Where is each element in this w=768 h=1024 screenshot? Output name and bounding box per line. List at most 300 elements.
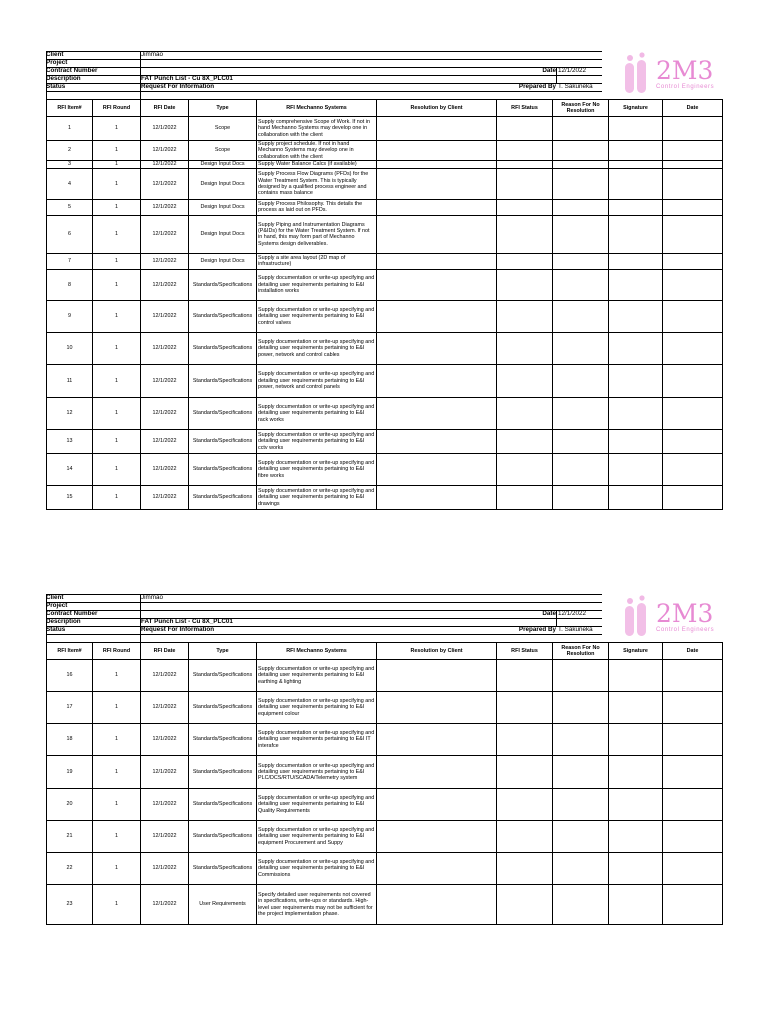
type-cell: Standards/Specifications [189,269,257,300]
resolution-cell [377,269,497,300]
description-text: Specify detailed user requirements not covered in specifications, write-ups or standards. High-level user requirements may not be sufficient for the project implementation phase. [258,891,373,917]
table-row [47,215,723,253]
resolution-cell [377,756,497,789]
resolution-cell [377,453,497,485]
rfi-date-cell: 12/1/2022 [141,853,189,885]
table-row [47,332,723,364]
rfi-item-cell: 10 [47,332,93,364]
reason-cell [553,789,609,821]
type-cell: Scope [189,117,257,141]
type-cell: Design Input Docs [189,253,257,269]
col-rfi-date: RFI Date [141,643,189,660]
rfi-date-cell: 12/1/2022 [141,397,189,429]
table-row [47,660,723,692]
table-header [47,643,723,660]
rfi-round-cell: 1 [93,364,141,397]
resolution-cell [377,199,497,215]
status-cell [497,453,553,485]
reason-cell [553,117,609,141]
rfi-round-cell: 1 [93,660,141,692]
rfi-round-cell: 1 [93,429,141,453]
resolution-cell [377,160,497,168]
date-cell [663,364,723,397]
description-text: Supply project schedule. If not in hand Mechanno Systems may develop one in collaboration with the client [258,141,354,160]
rfi-item-cell: 3 [47,160,93,168]
col-resolution-by-client: Resolution by Client [377,100,497,117]
date-cell [663,141,723,161]
date-cell [663,821,723,853]
col-rfi-status: RFI Status [497,100,553,117]
date-cell [663,397,723,429]
description-cell [257,724,377,756]
type-cell: Standards/Specifications [189,692,257,724]
col-date: Date [663,100,723,117]
description-text: Supply documentation or write-up specifying and detailing user requirements pertaining to E&I power, network and control cables [258,338,375,358]
description-text: Supply Piping and Instrumentation Diagrams (P&IDs) for the Water Treatment System. If not in hand, this may form part of Mechanno Systems design deliverables. [258,221,370,247]
rfi-item-cell: 22 [47,853,93,885]
contract-number-label: Contract Number [46,610,98,617]
rfi-round-cell: 1 [93,332,141,364]
status-cell [497,168,553,199]
date-cell [663,332,723,364]
rfi-date-cell: 12/1/2022 [141,485,189,509]
rfi-item-cell: 4 [47,168,93,199]
description-cell [257,300,377,332]
resolution-cell [377,789,497,821]
col-rfi-status: RFI Status [497,643,553,660]
table-row [47,885,723,925]
logo-brand: 2M3 [656,56,714,85]
type-cell: Design Input Docs [189,168,257,199]
type-cell: Standards/Specifications [189,453,257,485]
prepared-by-value: T. Sakuneka [558,626,593,633]
rfi-round-cell: 1 [93,789,141,821]
rfi-round-cell: 1 [93,141,141,161]
status-cell [497,692,553,724]
resolution-cell [377,821,497,853]
col-date: Date [663,643,723,660]
rfi-round-cell: 1 [93,724,141,756]
status-cell [497,269,553,300]
status-cell [497,724,553,756]
rfi-item-cell: 13 [47,429,93,453]
col-rfi-round: RFI Round [93,643,141,660]
table-header [47,100,723,117]
description-cell [257,141,377,161]
description-cell [257,429,377,453]
description-text: Supply documentation or write-up specifying and detailing user requirements pertaining to E&I rack works [258,403,375,423]
rfi-date-cell: 12/1/2022 [141,199,189,215]
description-cell [257,215,377,253]
rfi-date-cell: 12/1/2022 [141,364,189,397]
type-cell: Standards/Specifications [189,485,257,509]
signature-cell [609,168,663,199]
description-cell [257,789,377,821]
type-cell: Standards/Specifications [189,821,257,853]
date-cell [663,300,723,332]
rfi-date-cell: 12/1/2022 [141,692,189,724]
description-cell [257,853,377,885]
reason-cell [553,168,609,199]
rfi-round-cell: 1 [93,821,141,853]
signature-cell [609,660,663,692]
table-row [47,364,723,397]
resolution-cell [377,332,497,364]
description-cell [257,117,377,141]
date-cell [663,692,723,724]
table-body [47,117,723,510]
col-resolution-by-client: Resolution by Client [377,643,497,660]
description-value: FAT Punch List - Cu 8X_PLC01 [141,618,233,625]
rfi-round-cell: 1 [93,199,141,215]
signature-cell [609,332,663,364]
col-rfi-date: RFI Date [141,100,189,117]
date-cell [663,853,723,885]
rfi-date-cell: 12/1/2022 [141,724,189,756]
signature-cell [609,692,663,724]
signature-cell [609,215,663,253]
rfi-item-cell: 7 [47,253,93,269]
rfi-date-cell: 12/1/2022 [141,660,189,692]
status-cell [497,117,553,141]
description-text: Supply documentation or write-up specifying and detailing user requirements pertaining to E&I fibre works [258,459,375,479]
type-cell: Standards/Specifications [189,300,257,332]
logo-tagline: Control Engineers [656,84,715,90]
date-cell [663,117,723,141]
rfi-round-cell: 1 [93,269,141,300]
rfi-item-cell: 14 [47,453,93,485]
rfi-item-cell: 16 [47,660,93,692]
description-cell [257,160,377,168]
table-row [47,692,723,724]
description-text: Supply documentation or write-up specifying and detailing user requirements pertaining to E&I equipment Procurement and Suppy [258,827,375,846]
col-type: Type [189,643,257,660]
status-cell [497,332,553,364]
type-cell: Standards/Specifications [189,429,257,453]
description-text: Supply documentation or write-up specifying and detailing user requirements pertaining to E&I installation works [258,275,375,295]
table-row [47,789,723,821]
table-row [47,300,723,332]
rfi-round-cell: 1 [93,397,141,429]
date-cell [663,199,723,215]
date-value: 12/1/2022 [558,610,587,617]
signature-cell [609,485,663,509]
col-rfi-mechanno-systems: RFI Mechanno Systems [257,100,377,117]
signature-cell [609,117,663,141]
description-label: Description [46,618,81,625]
date-cell [663,160,723,168]
signature-cell [609,789,663,821]
table-row [47,853,723,885]
status-cell [497,253,553,269]
type-cell: Design Input Docs [189,160,257,168]
table-row [47,141,723,161]
signature-cell [609,756,663,789]
description-cell [257,692,377,724]
status-value: Request For Information [141,83,215,90]
description-text: Supply Water Balance Calcs (if available) [258,161,357,168]
col-signature: Signature [609,643,663,660]
signature-cell [609,199,663,215]
rfi-round-cell: 1 [93,253,141,269]
type-cell: Standards/Specifications [189,660,257,692]
rfi-date-cell: 12/1/2022 [141,168,189,199]
resolution-cell [377,397,497,429]
signature-cell [609,253,663,269]
rfi-item-cell: 18 [47,724,93,756]
rfi-round-cell: 1 [93,160,141,168]
prepared-by-label: Prepared By [518,626,556,633]
rfi-date-cell: 12/1/2022 [141,789,189,821]
table-row [47,485,723,509]
status-cell [497,160,553,168]
rfi-item-cell: 15 [47,485,93,509]
rfi-round-cell: 1 [93,756,141,789]
signature-cell [609,300,663,332]
rfi-date-cell: 12/1/2022 [141,885,189,925]
rfi-date-cell: 12/1/2022 [141,269,189,300]
signature-cell [609,397,663,429]
signature-cell [609,429,663,453]
type-cell: Standards/Specifications [189,397,257,429]
description-text: Supply Process Philosophy. This details the process as laid out on PFDs. [258,201,363,214]
pink-figures-logo-icon [616,51,656,99]
reason-cell [553,485,609,509]
signature-cell [609,821,663,853]
description-text: Supply a site area layout (2D map of infrastructure) [258,255,346,268]
table-row [47,253,723,269]
type-cell: Standards/Specifications [189,724,257,756]
reason-cell [553,660,609,692]
rfi-item-cell: 5 [47,199,93,215]
status-cell [497,429,553,453]
table-row [47,199,723,215]
logo-brand: 2M3 [656,599,714,628]
client-value: Jimmao [141,594,164,601]
col-reason-for-no-resolution: Reason For No Resolution [553,100,609,117]
description-cell [257,821,377,853]
reason-cell [553,199,609,215]
rfi-item-cell: 21 [47,821,93,853]
date-cell [663,885,723,925]
rfi-date-cell: 12/1/2022 [141,453,189,485]
description-cell [257,453,377,485]
resolution-cell [377,117,497,141]
resolution-cell [377,853,497,885]
rfi-round-cell: 1 [93,485,141,509]
status-cell [497,756,553,789]
rfi-round-cell: 1 [93,117,141,141]
type-cell: Standards/Specifications [189,364,257,397]
signature-cell [609,141,663,161]
date-cell [663,215,723,253]
description-text: Supply documentation or write-up specifying and detailing user requirements pertaining to E&I power, network and control panels [258,371,375,391]
description-text: Supply documentation or write-up specifying and detailing user requirements pertaining to E&I drawings [258,487,375,507]
rfi-date-cell: 12/1/2022 [141,332,189,364]
table-row [47,429,723,453]
type-cell: Standards/Specifications [189,332,257,364]
status-cell [497,660,553,692]
signature-cell [609,885,663,925]
reason-cell [553,453,609,485]
client-label: Client [46,594,64,601]
table-row [47,160,723,168]
signature-cell [609,364,663,397]
resolution-cell [377,660,497,692]
rfi-item-cell: 6 [47,215,93,253]
table-row [47,168,723,199]
status-cell [497,821,553,853]
company-logo [616,594,722,642]
reason-cell [553,756,609,789]
type-cell: Scope [189,141,257,161]
date-value: 12/1/2022 [558,67,587,74]
resolution-cell [377,692,497,724]
date-cell [663,756,723,789]
date-cell [663,269,723,300]
col-signature: Signature [609,100,663,117]
status-cell [497,789,553,821]
reason-cell [553,269,609,300]
table-row [47,724,723,756]
resolution-cell [377,141,497,161]
rfi-round-cell: 1 [93,853,141,885]
date-cell [663,253,723,269]
rfi-item-cell: 20 [47,789,93,821]
description-text: Supply documentation or write-up specifying and detailing user requirements pertaining to E&I IT interafce [258,730,375,749]
status-label: Status [46,626,66,633]
reason-cell [553,724,609,756]
description-text: Supply documentation or write-up specifying and detailing user requirements pertaining to E&I equipment colour [258,698,375,717]
rfi-table [46,99,723,510]
rfi-date-cell: 12/1/2022 [141,756,189,789]
reason-cell [553,300,609,332]
col-rfi-mechanno-systems: RFI Mechanno Systems [257,643,377,660]
description-cell [257,269,377,300]
rfi-round-cell: 1 [93,168,141,199]
signature-cell [609,453,663,485]
status-cell [497,853,553,885]
signature-cell [609,853,663,885]
resolution-cell [377,300,497,332]
date-cell [663,168,723,199]
description-text: Supply documentation or write-up specifying and detailing user requirements pertaining to E&I control valves [258,306,375,326]
resolution-cell [377,215,497,253]
type-cell: Standards/Specifications [189,756,257,789]
reason-cell [553,692,609,724]
rfi-item-cell: 23 [47,885,93,925]
status-cell [497,885,553,925]
date-cell [663,485,723,509]
table-row [47,756,723,789]
rfi-date-cell: 12/1/2022 [141,821,189,853]
rfi-item-cell: 17 [47,692,93,724]
description-cell [257,253,377,269]
rfi-date-cell: 12/1/2022 [141,160,189,168]
status-cell [497,364,553,397]
col-rfi-item: RFI Item# [47,643,93,660]
reason-cell [553,215,609,253]
reason-cell [553,141,609,161]
resolution-cell [377,364,497,397]
status-cell [497,215,553,253]
reason-cell [553,332,609,364]
type-cell: Design Input Docs [189,215,257,253]
status-cell [497,485,553,509]
reason-cell [553,885,609,925]
col-reason-for-no-resolution: Reason For No Resolution [553,643,609,660]
prepared-by-label: Prepared By [518,83,556,90]
type-cell: Design Input Docs [189,199,257,215]
description-cell [257,885,377,925]
description-cell [257,168,377,199]
table-row [47,269,723,300]
description-text: Supply comprehensive Scope of Work. If not in hand Mechanno Systems may develop one in collaboration with the client [258,119,370,138]
status-label: Status [46,83,66,90]
rfi-round-cell: 1 [93,300,141,332]
date-cell [663,453,723,485]
rfi-date-cell: 12/1/2022 [141,429,189,453]
description-text: Supply documentation or write-up specifying and detailing user requirements pertaining to E&I Quality Requirements [258,795,375,814]
status-cell [497,397,553,429]
description-text: Supply documentation or write-up specifying and detailing user requirements pertaining to E&I earthing & lighting [258,666,375,685]
description-text: Supply documentation or write-up specifying and detailing user requirements pertaining to E&I Commissions [258,859,375,878]
type-cell: Standards/Specifications [189,853,257,885]
rfi-item-cell: 9 [47,300,93,332]
rfi-item-cell: 8 [47,269,93,300]
rfi-item-cell: 19 [47,756,93,789]
col-rfi-item: RFI Item# [47,100,93,117]
date-cell [663,724,723,756]
table-row [47,821,723,853]
resolution-cell [377,885,497,925]
date-label: Date [542,610,556,617]
rfi-round-cell: 1 [93,692,141,724]
rfi-sheet-1 [46,51,722,507]
resolution-cell [377,253,497,269]
logo-tagline: Control Engineers [656,627,715,633]
resolution-cell [377,168,497,199]
date-cell [663,660,723,692]
description-text: Supply documentation or write-up specifying and detailing user requirements pertaining to E&I PLC/DCS/RTU/SCADA/Telemetry system [258,762,375,782]
reason-cell [553,253,609,269]
rfi-round-cell: 1 [93,453,141,485]
description-cell [257,485,377,509]
description-cell [257,332,377,364]
signature-cell [609,160,663,168]
rfi-item-cell: 2 [47,141,93,161]
col-type: Type [189,100,257,117]
description-cell [257,199,377,215]
status-value: Request For Information [141,626,215,633]
prepared-by-value: T. Sakuneka [558,83,593,90]
contract-number-label: Contract Number [46,67,98,74]
status-cell [497,300,553,332]
resolution-cell [377,724,497,756]
project-label: Project [46,59,68,66]
description-cell [257,364,377,397]
type-cell: Standards/Specifications [189,789,257,821]
signature-cell [609,269,663,300]
type-cell: User Requirements [189,885,257,925]
rfi-round-cell: 1 [93,215,141,253]
rfi-date-cell: 12/1/2022 [141,215,189,253]
date-cell [663,789,723,821]
rfi-date-cell: 12/1/2022 [141,253,189,269]
date-cell [663,429,723,453]
rfi-table [46,642,723,925]
rfi-item-cell: 11 [47,364,93,397]
